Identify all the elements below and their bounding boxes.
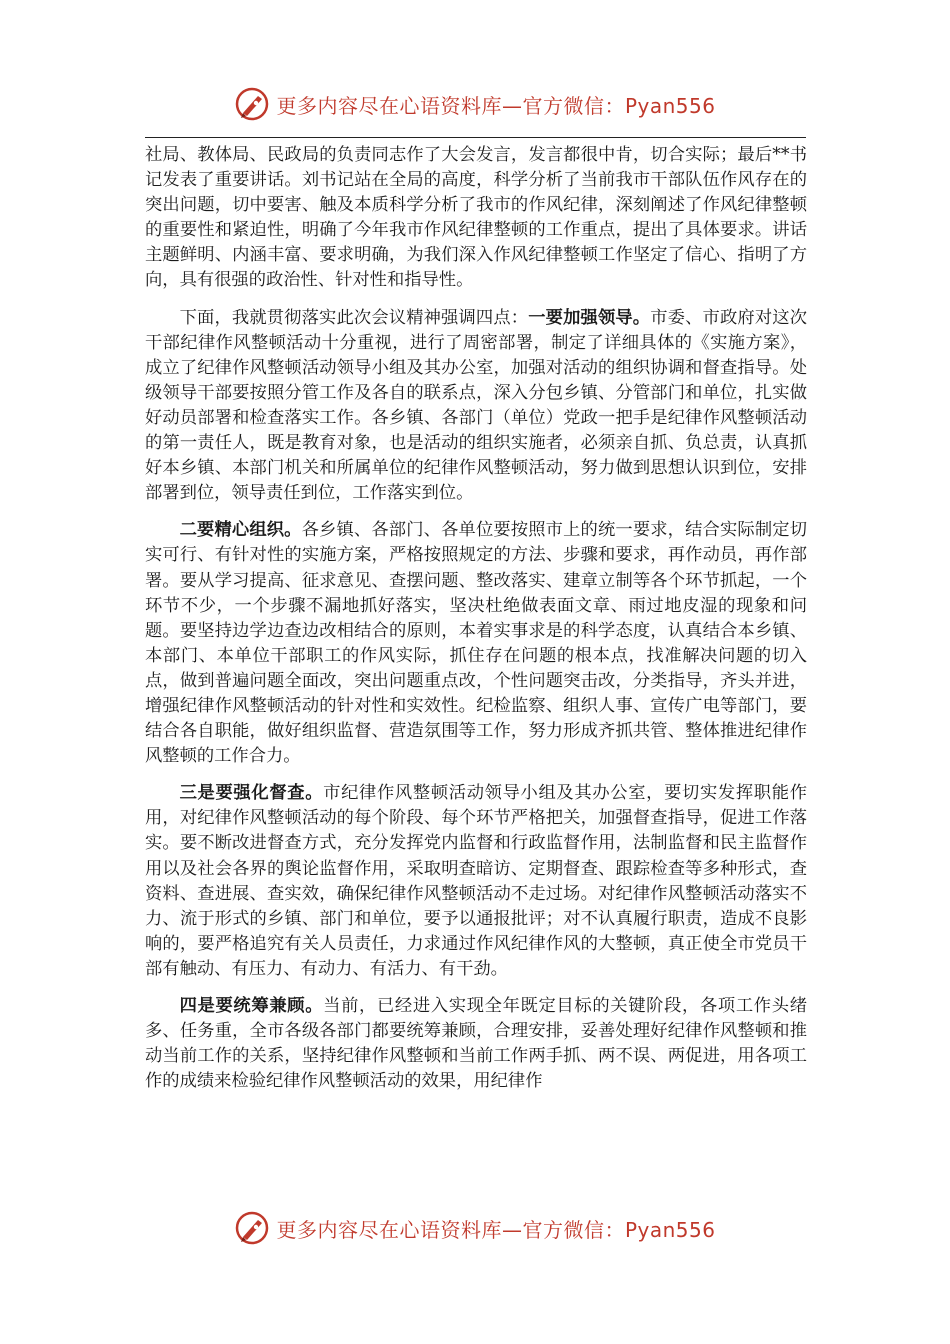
paragraph-5 [145,994,807,1094]
paragraph-4-heading: 三是要强化督查。 [179,783,324,804]
paragraph-3-text: 各乡镇、各部门、各单位要按照市上的统一要求，结合实际制定切实可行、有针对性的实施方案，严格按照规定的方法、步骤和要求，再作动员，再作部署。要从学习提高、征求意见、查摆问题、整改落实、建章立制等各个环节抓起，一个环节不少，一个步骤不漏地抓好落实，坚决杜绝做表面文章、雨过地皮湿的现象和问题。要坚持边学边查边改相结合的原则，本着实事求是的科学态度，认真结合本乡镇、本部门、本单位干部职工的作风实际，抓住存在问题的根本点，找准解决问题的切入点，做到普遍问题全面改，突出问题重点改，个性问题突击改，分类指导，齐头并进，增强纪律作风整顿活动的针对性和实效性。纪检监察、组织人事、宣传广电等部门，要结合各自职能，做好组织监督、营造氛围等工作，努力形成齐抓共管、整体推进纪律作风整顿的工作合力。 [145,520,807,767]
paragraph-2 [145,306,807,507]
paragraph-3 [145,518,807,769]
header-banner-text: 更多内容尽在心语资料库—官方微信：Pyan556 [276,93,716,118]
pen-logo-icon [234,1210,270,1246]
paragraph-1: 社局、教体局、民政局的负责同志作了大会发言，发言都很中肯，切合实际；最后**书记发表了重要讲话。刘书记站在全局的高度，科学分析了当前我市干部队伍作风存在的突出问题，切中要害、触及本质科学分析了我市的作风纪律，深刻阐述了作风纪律整顿的重要性和紧迫性，明确了今年我市作风纪律整顿的工作重点，提出了具体要求。讲话主题鲜明、内涵丰富、要求明确，为我们深入作风纪律整顿工作坚定了信心、指明了方向，具有很强的政治性、针对性和指导性。 [145,145,807,291]
footer-banner-text: 更多内容尽在心语资料库—官方微信：Pyan556 [276,1217,716,1242]
paragraph-2-heading: 一要加强领导。 [528,307,651,328]
paragraph-3-heading: 二要精心组织。 [179,520,302,541]
paragraph-4-text: 市纪律作风整顿活动领导小组及其办公室，要切实发挥职能作用，对纪律作风整顿活动的每个阶段、每个环节严格把关，加强督查指导，促进工作落实。要不断改进督查方式，充分发挥党内监督和行政监督作用，法制监督和民主监督作用以及社会各界的舆论监督作用，采取明查暗访、定期督查、跟踪检查等多种形式，查资料、查进展、查实效，确保纪律作风整顿活动不走过场。对纪律作风整顿活动落实不力、流于形式的乡镇、部门和单位，要予以通报批评；对不认真履行职责，造成不良影响的，要严格追究有关人员责任，力求通过作风纪律作风的大整顿，真正使全市党员干部有触动、有压力、有动力、有活力、有干劲。 [145,783,807,979]
paragraph-2-text: 市委、市政府对这次干部纪律作风整顿活动十分重视，进行了周密部署，制定了详细具体的《实施方案》，成立了纪律作风整顿活动领导小组及其办公室，加强对活动的组织协调和督查指导。处级领导干部要按照分管工作及各自的联系点，深入分包乡镇、分管部门和单位，扎实做好动员部署和检查落实工作。各乡镇、各部门（单位）党政一把手是纪律作风整顿活动的第一责任人，既是教育对象，也是活动的组织实施者，必须亲自抓、负总责，认真抓好本乡镇、本部门机关和所属单位的纪律作风整顿活动，努力做到思想认识到位，安排部署到位，领导责任到位，工作落实到位。 [145,307,807,504]
paragraph-5-text: 当前，已经进入实现全年既定目标的关键阶段，各项工作头绪多、任务重，全市各级各部门都要统筹兼顾，合理安排，妥善处理好纪律作风整顿和推动当前工作的关系，坚持纪律作风整顿和当前工作两手抓、两不误、两促进，用各项工作的成绩来检验纪律作风整顿活动的效果，用纪律作 [145,996,807,1092]
pen-logo-icon [234,86,270,122]
paragraph-2-intro: 下面，我就贯彻落实此次会议精神强调四点： [179,307,529,328]
paragraph-4 [145,781,807,982]
footer-banner [0,1208,950,1248]
document-body [145,143,807,1106]
header-banner [0,84,950,124]
paragraph-5-heading: 四是要统筹兼顾。 [179,996,324,1016]
header-divider [145,137,806,138]
